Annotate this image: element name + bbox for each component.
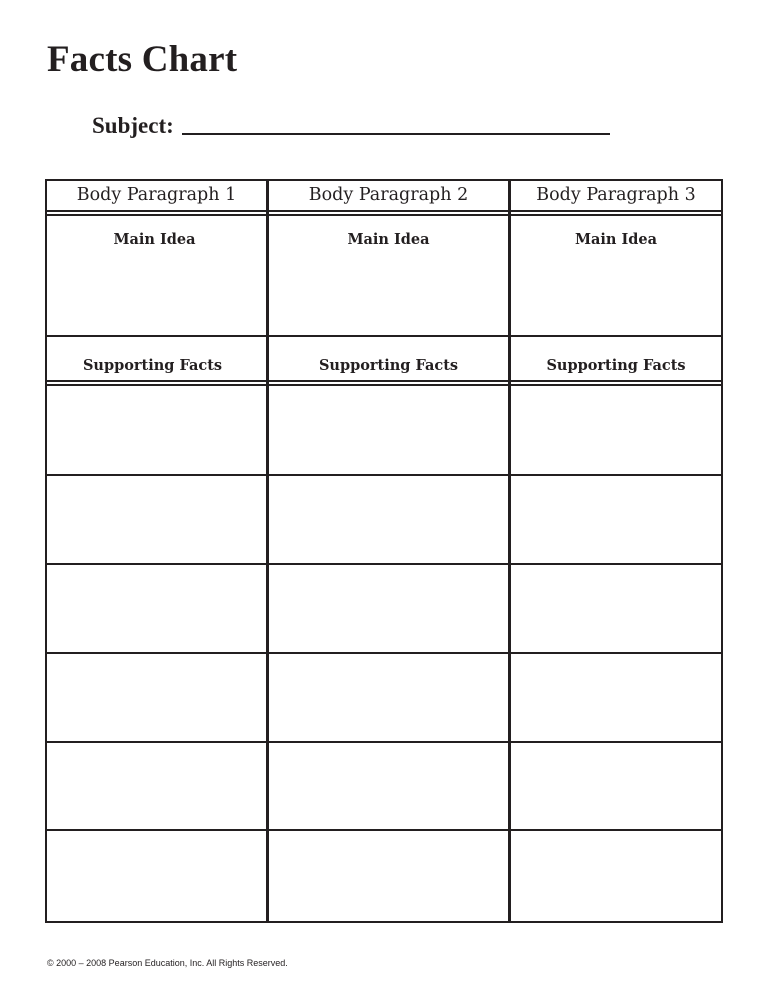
- subject-fill-line[interactable]: [182, 133, 610, 135]
- page-title: Facts Chart: [47, 39, 238, 80]
- supporting-fact-cell[interactable]: [269, 565, 508, 652]
- supporting-rule-upper: [45, 380, 723, 382]
- supporting-facts-label-1: Supporting Facts: [82, 357, 223, 374]
- main-idea-label-1: Main Idea: [113, 231, 196, 248]
- main-idea-area-2[interactable]: [269, 216, 508, 335]
- supporting-fact-cell[interactable]: [511, 565, 721, 652]
- supporting-fact-cell[interactable]: [47, 386, 266, 474]
- supporting-fact-cell[interactable]: [511, 654, 721, 741]
- supporting-fact-cell[interactable]: [511, 386, 721, 474]
- facts-chart-table: [45, 179, 723, 923]
- supporting-fact-cell[interactable]: [269, 654, 508, 741]
- main-idea-area-1[interactable]: [47, 216, 266, 335]
- supporting-fact-cell[interactable]: [47, 743, 266, 829]
- main-idea-label-3: Main Idea: [574, 231, 658, 248]
- copyright-footer: © 2000 – 2008 Pearson Education, Inc. All Rights Reserved.: [47, 958, 288, 968]
- supporting-fact-cell[interactable]: [511, 476, 721, 563]
- main-idea-rule: [45, 335, 723, 337]
- table-top-border: [45, 179, 723, 181]
- subject-row: [92, 112, 610, 140]
- supporting-fact-cell[interactable]: [47, 831, 266, 921]
- supporting-facts-label-3: Supporting Facts: [546, 357, 686, 374]
- supporting-facts-label-2: Supporting Facts: [318, 357, 459, 374]
- column-header-2: Body Paragraph 2: [308, 185, 469, 205]
- column-header-1: Body Paragraph 1: [76, 185, 237, 205]
- main-idea-area-3[interactable]: [511, 216, 721, 335]
- supporting-fact-cell[interactable]: [47, 565, 266, 652]
- supporting-fact-cell[interactable]: [269, 386, 508, 474]
- column-header-3: Body Paragraph 3: [536, 185, 696, 205]
- supporting-fact-cell[interactable]: [47, 654, 266, 741]
- supporting-fact-cell[interactable]: [269, 476, 508, 563]
- table-bottom-border: [45, 921, 723, 923]
- table-right-border: [721, 179, 723, 923]
- supporting-fact-cell[interactable]: [47, 476, 266, 563]
- main-idea-label-2: Main Idea: [347, 231, 430, 248]
- supporting-fact-cell[interactable]: [269, 831, 508, 921]
- header-rule-upper: [45, 210, 723, 212]
- supporting-fact-cell[interactable]: [269, 743, 508, 829]
- subject-label: Subject:: [92, 113, 174, 138]
- supporting-fact-cell[interactable]: [511, 831, 721, 921]
- supporting-fact-cell[interactable]: [511, 743, 721, 829]
